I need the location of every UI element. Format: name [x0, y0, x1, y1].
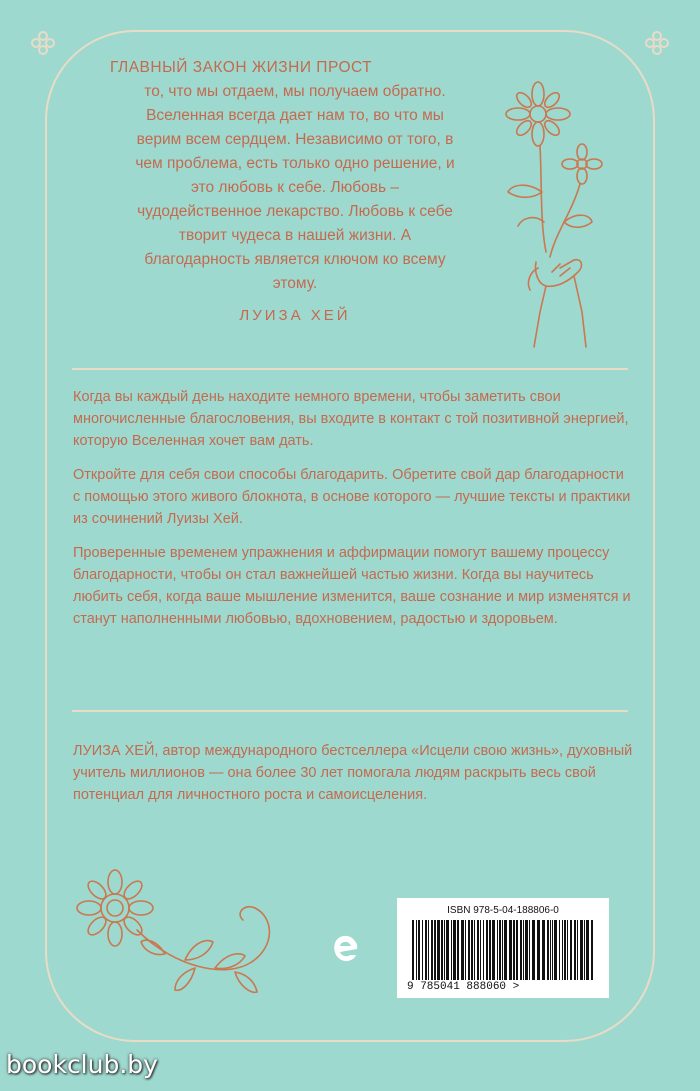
publisher-logo-icon — [330, 930, 360, 968]
barcode-number: 9 785041 888060 > — [407, 981, 520, 993]
watermark: bookclub.by — [6, 1050, 158, 1079]
description-paragraph: Откройте для себя свои способы благодарить. Обретите свой дар благодарности с помощью этого живого блокнота, в основе которого — лучшие тексты и практики из сочинений Луизы Хей. — [73, 467, 631, 527]
section-divider — [72, 710, 628, 712]
flower-branch-icon — [75, 868, 280, 1008]
quote-line: верим всем сердцем. Независимо от того, в — [136, 131, 454, 148]
hand-holding-flowers-icon — [500, 72, 610, 352]
barcode-bars — [410, 920, 596, 980]
section-divider — [72, 368, 628, 370]
quote-line: этому. — [272, 275, 318, 292]
quote-line: это любовь к себе. Любовь – — [191, 179, 399, 196]
quote-line: Вселенная всегда дает нам то, во что мы — [146, 107, 444, 124]
quote-line: творит чудеса в нашей жизни. А — [178, 227, 412, 244]
quote-line: чем проблема, есть только одно решение, и — [135, 155, 455, 172]
book-description — [73, 386, 633, 642]
isbn-label: ISBN 978-5-04-188806-0 — [447, 905, 559, 916]
quote-author: ЛУИЗА ХЕЙ — [239, 307, 351, 324]
description-paragraph: Проверенные временем упражнения и аффирмации помогут вашему процессу благодарности, чтобы он стал важнейшей частью жизни. Когда вы научитесь любить себя, когда ваше мышление изменится, ваше сознание и мир изменятся и станут наполненными любовью, вдохновением, радостью и здоровьем. — [73, 545, 631, 627]
quote-line: то, что мы отдаем, мы получаем обратно. — [144, 83, 446, 100]
corner-ornament-icon — [644, 30, 670, 56]
author-bio — [73, 740, 633, 818]
corner-ornament-icon — [30, 30, 56, 56]
barcode — [397, 898, 609, 998]
quote-block — [90, 56, 500, 328]
quote-title: ГЛАВНЫЙ ЗАКОН ЖИЗНИ ПРОСТ — [110, 59, 373, 76]
quote-line: благодарность является ключом ко всему — [144, 251, 446, 268]
description-paragraph: Когда вы каждый день находите немного времени, чтобы заметить свои многочисленные благословения, вы входите в контакт с той позитивной энергией, которую Вселенная хочет вам дать. — [73, 389, 629, 449]
author-bio-text: ЛУИЗА ХЕЙ, автор международного бестселлера «Исцели свою жизнь», духовный учитель миллионов — она более 30 лет помогала людям раскрыть весь свой потенциал для личностного роста и самоисцеления. — [73, 743, 633, 803]
quote-line: чудодейственное лекарство. Любовь к себе — [137, 203, 453, 220]
